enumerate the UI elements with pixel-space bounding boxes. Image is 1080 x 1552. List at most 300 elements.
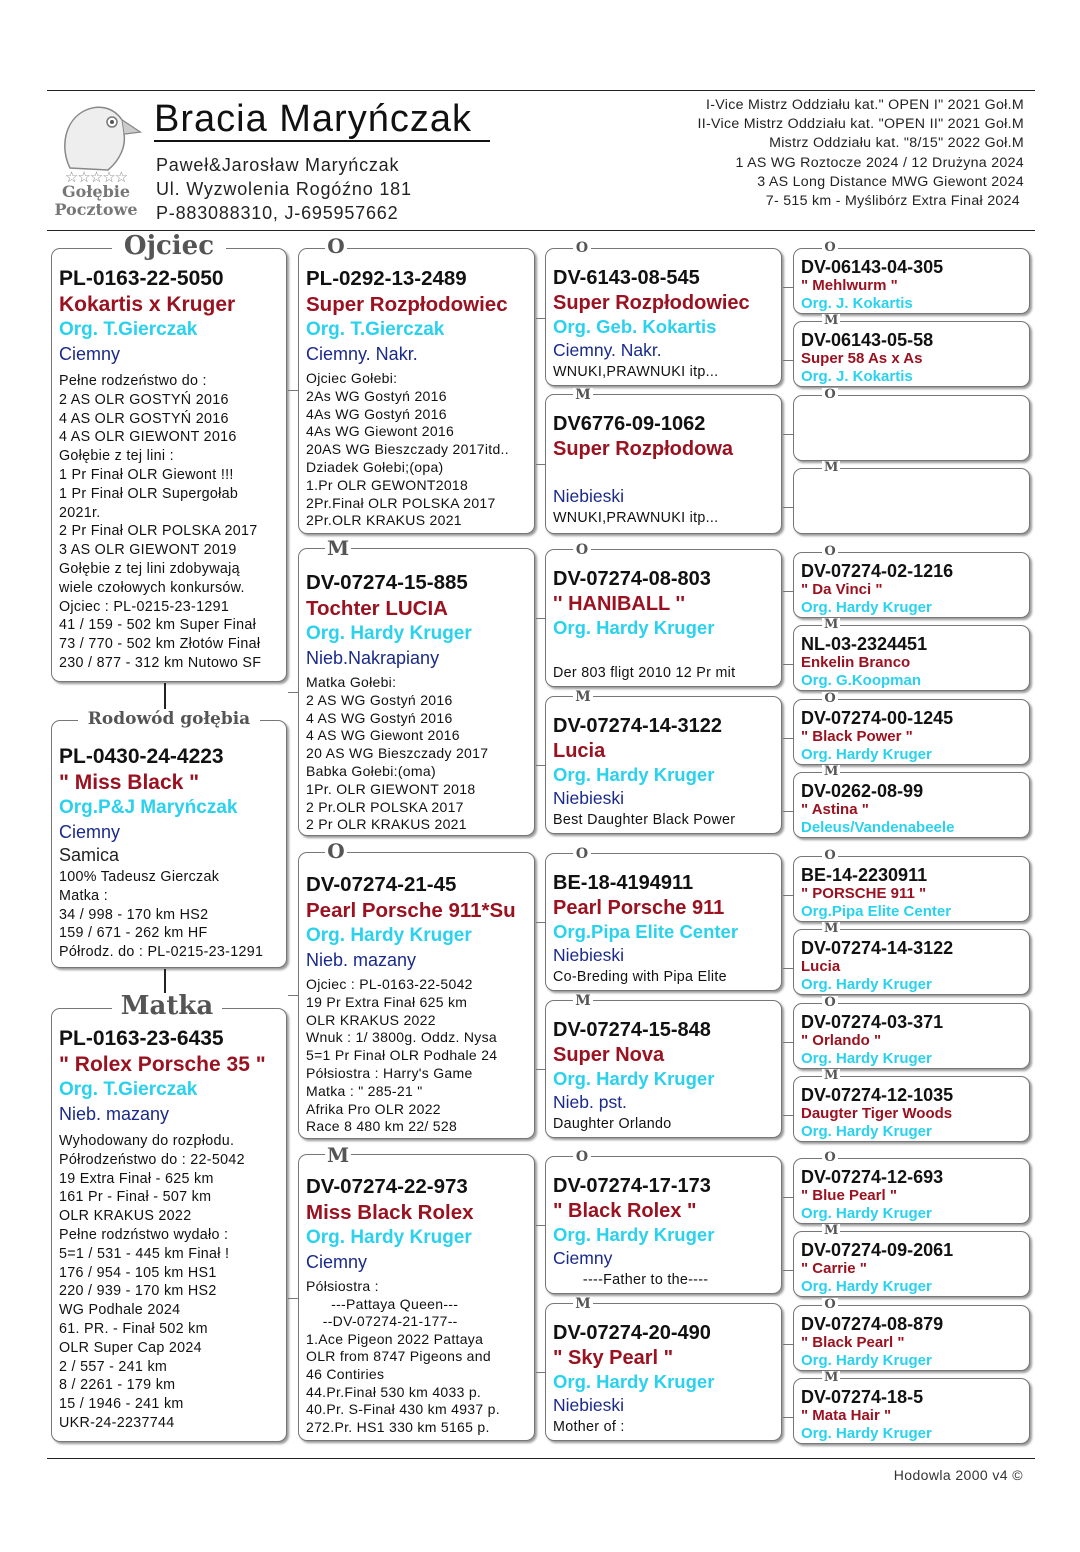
note-line: 2As WG Gostyń 2016	[306, 387, 447, 404]
sex-label-m: M	[824, 1370, 839, 1385]
note-line: OLR KRAKUS 2022	[59, 1208, 192, 1225]
breeder-org: Org. Hardy Kruger	[553, 1224, 715, 1245]
subject-card[interactable]	[51, 720, 287, 968]
note-line: 4 AS OLR GOSTYŃ 2016	[59, 410, 229, 427]
pigeon-name: Super Rozpłodowiec	[553, 292, 750, 314]
sex-label-m: M	[824, 617, 839, 632]
pigeon-color: Niebieski	[553, 486, 624, 506]
connector-tick	[783, 1344, 793, 1345]
note-line: 159 / 671 - 262 km HF	[59, 925, 208, 942]
connector-tick	[288, 390, 298, 391]
gen3-card[interactable]	[545, 1303, 782, 1441]
note-line: Pełne rodzństwo wydało :	[59, 1226, 229, 1243]
note-line: Matka :	[59, 887, 108, 904]
connector-tick	[536, 765, 546, 766]
note-line: Ojciec Gołebi:	[306, 370, 398, 386]
achievement: I-Vice Mistrz Oddziału kat." OPEN I" 2021 Goł.M	[705, 97, 1024, 113]
ring-number: DV6776-09-1062	[553, 413, 706, 435]
note-line: Afrika Pro OLR 2022	[306, 1100, 441, 1117]
pigeon-notes	[59, 372, 282, 673]
sex-label-m: M	[327, 1143, 350, 1167]
note-line: 220 / 939 - 170 km HS2	[59, 1283, 217, 1300]
pigeon-name: " Blue Pearl "	[801, 1187, 897, 1204]
connector-tick	[783, 1270, 793, 1271]
note-line: 2021r.	[59, 504, 101, 521]
breeder-org: Org. J. Kokartis	[801, 368, 913, 385]
gen3-card[interactable]	[545, 1156, 782, 1294]
pigeon-notes	[306, 976, 530, 1136]
pigeon-notes	[306, 1278, 530, 1436]
gen3-card[interactable]	[545, 696, 782, 834]
breeder-org	[553, 462, 777, 484]
pigeon-head-icon	[50, 98, 142, 176]
gen4-card[interactable]	[793, 552, 1030, 618]
pigeon-name: Daugter Tiger Woods	[801, 1105, 953, 1122]
sex-label-m: M	[824, 313, 839, 328]
sex-label-m: M	[327, 536, 350, 560]
note-line: 19 Extra Finał - 625 km	[59, 1170, 214, 1187]
breeder-org: Org. Hardy Kruger	[801, 599, 932, 616]
connector-tick	[536, 318, 546, 319]
ring-number: DV-0262-08-99	[801, 781, 924, 801]
note-line: wiele czołowych konkursów.	[59, 579, 245, 596]
note-line: Wyhodowany do rozpłodu.	[59, 1133, 235, 1149]
connector-tick	[783, 1115, 793, 1116]
pigeon-color: Nieb.Nakrapiany	[306, 648, 440, 668]
ring-number: BE-18-4194911	[553, 872, 694, 894]
connector-tick	[783, 664, 793, 665]
ring-number: DV-07274-14-3122	[801, 938, 954, 958]
note-line: Matka : " 285-21 "	[306, 1082, 423, 1099]
note-line: OLR from 8747 Pigeons and	[306, 1348, 491, 1365]
note-line: Ojciec : PL-0163-22-5042	[306, 976, 473, 992]
pigeon-note: WNUKI,PRAWNUKI itp...	[553, 510, 719, 526]
note-line: 20AS WG Bieszczady 2017itd..	[306, 441, 509, 458]
pigeon-notes	[306, 674, 530, 834]
gen3-card[interactable]	[545, 853, 782, 991]
connector-tick	[536, 464, 546, 465]
breeder-org: Org. T.Gierczak	[59, 1079, 198, 1100]
breeder-org: Org. Geb. Kokartis	[553, 316, 717, 337]
pigeon-color: Niebieski	[553, 945, 624, 965]
gen4-card[interactable]	[793, 1305, 1030, 1371]
breeder-org: Org. Hardy Kruger	[553, 617, 715, 638]
note-line: 73 / 770 - 502 km Złotów Finał	[59, 636, 261, 653]
connector-tick	[783, 738, 793, 739]
achievement: 3 AS Long Distance MWG Giewont 2024	[757, 173, 1024, 190]
ring-number: DV-07274-15-885	[306, 571, 468, 594]
connector-tick	[536, 1069, 546, 1070]
note-line: OLR Super Cap 2024	[59, 1339, 202, 1356]
gen2-card[interactable]	[298, 548, 535, 836]
gen4-card[interactable]	[793, 321, 1030, 387]
gen4-card[interactable]	[793, 468, 1030, 534]
note-line: Ojciec : PL-0215-23-1291	[59, 598, 230, 615]
ring-number: DV-07274-12-693	[801, 1167, 944, 1187]
pigeon-name: " Miss Black "	[59, 771, 200, 794]
note-line: 2 Pr Finał OLR POLSKA 2017	[59, 523, 258, 540]
pigeon-note: Der 803 fligt 2010 12 Pr mit	[553, 665, 736, 681]
sex-label-o: O	[573, 847, 591, 861]
note-line: 34 / 998 - 170 km HS2	[59, 906, 209, 923]
ring-number: DV-07274-08-879	[801, 1314, 944, 1334]
note-line: 2 AS OLR GOSTYŃ 2016	[59, 391, 229, 408]
achievement: 7- 515 km - Myślibórz Extra Finał 2024	[765, 193, 1020, 210]
breeder-org: Org. Hardy Kruger	[553, 1371, 715, 1392]
note-line: 8 / 2261 - 179 km	[59, 1377, 176, 1394]
pigeon-name: '' HANIBALL ''	[553, 593, 685, 615]
gen3-card[interactable]	[545, 248, 782, 386]
bottom-rule	[47, 1458, 1035, 1459]
pigeon-color: Niebieski	[553, 788, 624, 808]
pigeon-color: Nieb. mazany	[306, 950, 417, 970]
pigeon-name: Super Rozpłodowa	[553, 438, 733, 460]
pigeon-notes	[59, 1132, 282, 1433]
sex-label-o: O	[573, 1150, 591, 1164]
gen3-card[interactable]	[545, 1000, 782, 1138]
note-line: 272.Pr. HS1 330 km 5165 p.	[306, 1418, 490, 1435]
ring-number: DV-07274-03-371	[801, 1012, 944, 1032]
note-line: Półsiostra :	[306, 1278, 379, 1294]
ring-number: DV-07274-18-5	[801, 1387, 924, 1407]
sex-label-m: M	[824, 764, 839, 779]
note-line: Babka Gołebi:(oma)	[306, 762, 436, 779]
gen2-card[interactable]	[298, 1154, 535, 1441]
pigeon-name: " Black Pearl "	[801, 1334, 905, 1351]
gen4-card[interactable]	[793, 1158, 1030, 1224]
sex-label-o: O	[822, 545, 838, 558]
note-line: Półsiostra : Harry's Game	[306, 1064, 473, 1081]
pigeon-name: " Black Rolex "	[553, 1200, 697, 1222]
sex-label-o: O	[822, 692, 838, 705]
pigeon-name: " Orlando "	[801, 1032, 882, 1049]
pigeon-name: Super 58 As x As	[801, 350, 923, 367]
note-line: 41 / 159 - 502 km Super Finał	[59, 617, 257, 634]
note-line: OLR KRAKUS 2022	[306, 1011, 436, 1028]
ring-number: PL-0163-23-6435	[59, 1027, 224, 1050]
ring-number: DV-06143-05-58	[801, 330, 934, 350]
note-line: 230 / 877 - 312 km Nutowo SF	[59, 654, 262, 671]
connector-tick	[783, 287, 793, 288]
pigeon-name: Tochter LUCIA	[306, 597, 448, 620]
note-line: 100% Tadeusz Gierczak	[59, 869, 220, 885]
pigeon-color: Ciemny	[553, 1248, 613, 1268]
ring-number: BE-14-2230911	[801, 865, 928, 885]
gen4-card[interactable]	[793, 856, 1030, 922]
pigeon-name: " Da Vinci "	[801, 581, 883, 598]
pigeon-note: ----Father to the----	[553, 1272, 709, 1288]
note-line: 2 AS WG Gostyń 2016	[306, 691, 453, 708]
pigeon-name: Miss Black Rolex	[306, 1201, 474, 1224]
connector-tick	[536, 1372, 546, 1373]
connector-tick	[783, 895, 793, 896]
pigeon-name: " Astina "	[801, 801, 869, 818]
note-line: 46 Contiries	[306, 1365, 385, 1382]
pigeon-color: Ciemny. Nakr.	[306, 344, 418, 364]
note-line: 2Pr.Finał OLR POLSKA 2017	[306, 494, 496, 511]
note-line: Półrodz. do : PL-0215-23-1291	[59, 944, 264, 961]
note-line: 4 AS OLR GIEWONT 2016	[59, 429, 237, 446]
note-line: 19 Pr Extra Finał 625 km	[306, 993, 468, 1010]
gen4-card[interactable]	[793, 395, 1030, 461]
sex-label-m: M	[573, 690, 593, 704]
gen3-card[interactable]	[545, 394, 782, 534]
connector-tick	[536, 1225, 546, 1226]
pigeon-color: Nieb. mazany	[59, 1104, 170, 1124]
breeder-org: Org. Hardy Kruger	[306, 623, 472, 644]
connector-tick	[783, 811, 793, 812]
sex-label-m: M	[573, 994, 593, 1008]
connector-tick	[288, 1298, 298, 1299]
note-line: 44.Pr.Finał 530 km 4033 p.	[306, 1383, 482, 1400]
ring-number: DV-06143-04-305	[801, 257, 944, 277]
breeder-org: Org. G.Koopman	[801, 672, 921, 689]
connector-tick	[783, 1042, 793, 1043]
note-line: 2 Pr OLR KRAKUS 2021	[306, 816, 467, 833]
owner-line-2: Ul. Wyzwolenia Rogóźno 181	[156, 179, 412, 199]
note-line: 5=1 / 531 - 445 km Finał !	[59, 1245, 230, 1262]
ring-number: DV-07274-00-1245	[801, 708, 954, 728]
note-line: 1 Pr Finał OLR Supergołab	[59, 485, 239, 502]
pigeon-name: " Black Power "	[801, 728, 913, 745]
note-line: 15 / 1946 - 241 km	[59, 1396, 184, 1413]
breeder-org: Org. T.Gierczak	[306, 319, 445, 340]
note-line: Wnuk : 1/ 3800g. Oddz. Nysa	[306, 1029, 497, 1046]
ring-number: NL-03-2324451	[801, 634, 928, 654]
gen4-card[interactable]	[793, 1231, 1030, 1297]
father-card[interactable]	[51, 248, 287, 682]
pigeon-color: Ciemny	[59, 822, 121, 842]
gen4-card[interactable]	[793, 1378, 1030, 1444]
owner-line-3: P-883088310, J-695957662	[156, 203, 399, 223]
note-line: 20 AS WG Bieszczady 2017	[306, 745, 489, 762]
gen4-card[interactable]	[793, 248, 1030, 314]
note-line: 4 AS WG Giewont 2016	[306, 727, 460, 744]
ring-number: DV-07274-17-173	[553, 1175, 711, 1197]
pigeon-color: Ciemny. Nakr.	[553, 340, 662, 360]
note-line: 2 Pr.OLR POLSKA 2017	[306, 798, 464, 815]
pigeon-note: Best Daughter Black Power	[553, 812, 736, 828]
sex-label-o: O	[325, 236, 347, 256]
sex-label-m: M	[573, 1297, 593, 1311]
mother-label: Matka	[112, 993, 222, 1019]
father-label: Ojciec	[112, 233, 226, 259]
connector-tick	[783, 1197, 793, 1198]
note-line: 2 / 557 - 241 km	[59, 1358, 168, 1375]
note-line: ---Pattaya Queen---	[306, 1295, 459, 1312]
logo	[50, 98, 142, 222]
sex-label-o: O	[325, 841, 347, 861]
pigeon-name: " Rolex Porsche 35 "	[59, 1053, 266, 1076]
pigeon-name: Pearl Porsche 911*Su	[306, 899, 516, 922]
connector-line	[164, 683, 166, 709]
breeder-org: Org. T.Gierczak	[59, 319, 198, 340]
pigeon-note: WNUKI,PRAWNUKI itp...	[553, 364, 719, 380]
achievement: 1 AS WG Roztocze 2024 / 12 Drużyna 2024	[735, 154, 1024, 171]
breeder-org: Org. Hardy Kruger	[801, 1123, 932, 1140]
breeder-org: Deleus/Vandenabeele	[801, 819, 955, 836]
pigeon-name: " Sky Pearl "	[553, 1347, 674, 1369]
breeder-org: Org.Pipa Elite Center	[553, 921, 739, 942]
pigeon-notes	[306, 370, 530, 530]
gen4-card[interactable]	[793, 625, 1030, 691]
gen4-card[interactable]	[793, 929, 1030, 995]
pigeon-color: Nieb. pst.	[553, 1092, 627, 1112]
software-credit: Hodowla 2000 v4 ©	[893, 1467, 1023, 1483]
pigeon-note: Co-Breding with Pipa Elite	[553, 969, 727, 985]
sex-label-m: M	[824, 1068, 839, 1083]
owner-line-1: Paweł&Jarosław Maryńczak	[156, 155, 400, 175]
note-line: WG Podhale 2024	[59, 1302, 181, 1319]
breeder-org: Org.P&J Maryńczak	[59, 797, 238, 818]
pigeon-color: Niebieski	[553, 1395, 624, 1415]
pigeon-name: Lucia	[553, 740, 606, 762]
pigeon-sex: Samica	[59, 845, 120, 865]
note-line: 176 / 954 - 105 km HS1	[59, 1264, 217, 1281]
breeder-org: Org. Hardy Kruger	[306, 925, 472, 946]
breeder-org: Org. Hardy Kruger	[801, 1352, 932, 1369]
pigeon-name: " PORSCHE 911 "	[801, 885, 927, 902]
sex-label-m: M	[824, 1223, 839, 1238]
page-title: Bracia Maryńczak	[154, 98, 472, 140]
ring-number: DV-07274-09-2061	[801, 1240, 954, 1260]
ring-number: PL-0292-13-2489	[306, 267, 467, 290]
note-line: 61. PR. - Finał 502 km	[59, 1320, 208, 1337]
ring-number: DV-6143-08-545	[553, 267, 700, 289]
note-line: 5=1 Pr Finał OLR Podhale 24	[306, 1047, 498, 1064]
ring-number: DV-07274-22-973	[306, 1175, 468, 1198]
breeder-org: Org. Hardy Kruger	[801, 1425, 932, 1442]
logo-text-1: Gołębie	[61, 182, 131, 201]
note-line: Gołębie z tej lini zdobywają	[59, 560, 240, 577]
connector-tick	[783, 434, 793, 435]
note-line: Dziadek Gołebi;(opa)	[306, 458, 444, 475]
note-line: 4As WG Giewont 2016	[306, 423, 455, 440]
note-line: 4As WG Gostyń 2016	[306, 405, 447, 422]
gen2-card[interactable]	[298, 852, 535, 1139]
note-line: Półrodzeństwo do : 22-5042	[59, 1151, 245, 1168]
ring-number: DV-07274-08-803	[553, 568, 711, 590]
sex-label-m: M	[824, 921, 839, 936]
pigeon-name: Lucia	[801, 958, 841, 975]
title-underline	[154, 140, 490, 142]
breeder-org: Org. Hardy Kruger	[801, 976, 932, 993]
ring-number: DV-07274-20-490	[553, 1322, 711, 1344]
note-line: --DV-07274-21-177--	[306, 1313, 458, 1330]
breeder-org: Org. Hardy Kruger	[553, 1068, 715, 1089]
sex-label-o: O	[822, 1151, 838, 1164]
pigeon-name: " Carrie "	[801, 1260, 867, 1277]
note-line: 40.Pr. S-Finał 430 km 4937 p.	[306, 1401, 500, 1418]
pigeon-name: " Mehlwurm "	[801, 277, 898, 294]
sex-label-m: M	[573, 388, 593, 402]
connector-tick	[536, 922, 546, 923]
gen4-card[interactable]	[793, 772, 1030, 838]
note-line: Race 8 480 km 22/ 528	[306, 1118, 458, 1135]
achievement: II-Vice Mistrz Oddziału kat. "OPEN II" 2021 Goł.M	[697, 116, 1024, 133]
connector-tick	[783, 360, 793, 361]
ring-number: PL-0163-22-5050	[59, 267, 224, 290]
achievements	[698, 96, 1025, 211]
note-line: UKR-24-2237744	[59, 1414, 175, 1431]
connector-tick	[783, 507, 793, 508]
pigeon-color: Ciemny	[59, 344, 121, 364]
ring-number: DV-07274-15-848	[553, 1019, 711, 1041]
sex-label-o: O	[822, 1298, 838, 1311]
note-line: 3 AS OLR GIEWONT 2019	[59, 542, 237, 559]
logo-text-2: Pocztowe	[54, 200, 138, 219]
pigeon-name: " Mata Hair "	[801, 1407, 892, 1424]
top-rule	[47, 90, 1035, 91]
connector-tick	[288, 995, 298, 996]
sex-label-o: O	[822, 996, 838, 1009]
mother-card[interactable]	[51, 1008, 287, 1442]
ring-number: DV-07274-14-3122	[553, 715, 723, 737]
note-line: Gołębie z tej lini :	[59, 448, 174, 465]
breeder-org: Org. Hardy Kruger	[801, 1278, 932, 1295]
breeder-org: Org. Hardy Kruger	[801, 746, 932, 763]
note-line: 161 Pr - Finał - 507 km	[59, 1189, 212, 1206]
breeder-org: Org. Hardy Kruger	[306, 1227, 472, 1248]
pigeon-note: Mother of :	[553, 1419, 625, 1435]
achievement: Mistrz Oddziału kat. "8/15" 2022 Goł.M	[769, 135, 1024, 152]
ring-number: DV-07274-21-45	[306, 873, 457, 896]
connector-tick	[536, 618, 546, 619]
stars-icon: ☆☆☆☆☆	[64, 169, 128, 186]
pigeon-name: Super Nova	[553, 1044, 665, 1066]
breeder-org: Org. Hardy Kruger	[801, 1050, 932, 1067]
note-line: 1 Pr Finał OLR Giewont !!!	[59, 466, 234, 483]
ring-number: PL-0430-24-4223	[59, 745, 224, 768]
sex-label-m: M	[824, 460, 839, 475]
ring-number: DV-07274-12-1035	[801, 1085, 954, 1105]
note-line: 2Pr.OLR KRAKUS 2021	[306, 512, 462, 529]
pigeon-color	[553, 641, 777, 662]
gen4-card[interactable]	[793, 1003, 1030, 1069]
sex-label-o: O	[822, 388, 838, 401]
pedigree-label: Rodowód gołębia	[78, 711, 260, 728]
sex-label-o: O	[573, 241, 591, 255]
breeder-org: Org. J. Kokartis	[801, 295, 913, 312]
connector-tick	[783, 1417, 793, 1418]
breeder-org: Org. Hardy Kruger	[553, 764, 715, 785]
pigeon-name: Pearl Porsche 911	[553, 897, 725, 919]
pigeon-color: Ciemny	[306, 1252, 368, 1272]
note-line: Pełne rodzeństwo do :	[59, 373, 207, 389]
breeder-org: Org. Hardy Kruger	[801, 1205, 932, 1222]
ring-number: DV-07274-02-1216	[801, 561, 954, 581]
sex-label-o: O	[822, 849, 838, 862]
pigeon-name: Super Rozpłodowiec	[306, 293, 508, 316]
sex-label-o: O	[822, 241, 838, 254]
breeder-org: Org.Pipa Elite Center	[801, 903, 952, 920]
gen2-card[interactable]	[298, 248, 535, 534]
note-line: 1.Ace Pigeon 2022 Pattaya	[306, 1330, 484, 1347]
note-line: 1.Pr OLR GEWONT2018	[306, 476, 469, 493]
pigeon-name: Kokartis x Kruger	[59, 293, 236, 316]
connector-tick	[783, 968, 793, 969]
note-line: 1Pr. OLR GIEWONT 2018	[306, 780, 476, 797]
gen4-card[interactable]	[793, 1076, 1030, 1142]
pigeon-note: Daughter Orlando	[553, 1116, 672, 1132]
connector-tick	[288, 692, 298, 693]
note-line: Matka Gołebi:	[306, 674, 397, 690]
gen3-card[interactable]	[545, 549, 782, 687]
pigeon-name: Enkelin Branco	[801, 654, 911, 671]
sex-label-o: O	[573, 543, 591, 557]
gen4-card[interactable]	[793, 699, 1030, 765]
connector-tick	[783, 591, 793, 592]
